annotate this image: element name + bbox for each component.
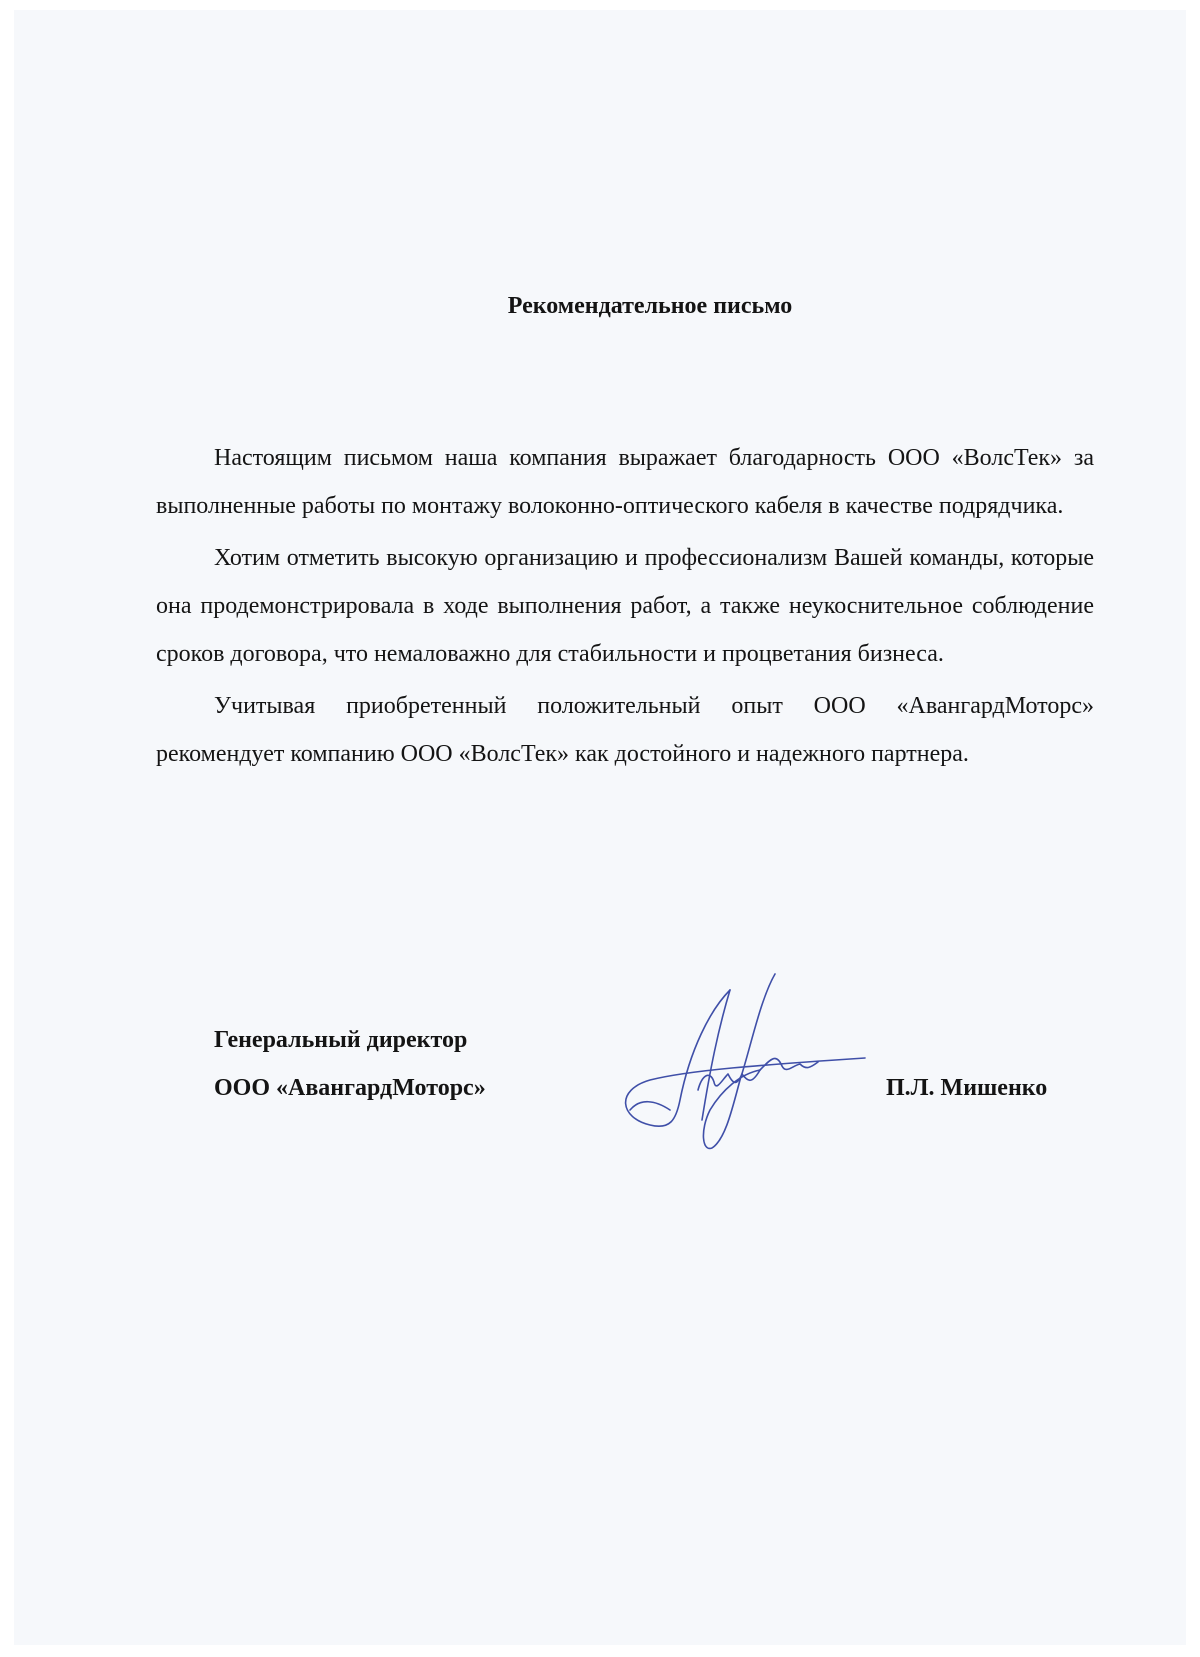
- letter-body: [156, 434, 1094, 778]
- signatory-block: [214, 1016, 486, 1112]
- paragraph-gratitude: Настоящим письмом наша компания выражает благодарность ООО «ВолсТек» за выполненные работы по монтажу волоконно-оптического кабеля в качестве подрядчика.: [156, 445, 1094, 519]
- signatory-position: Генеральный директор: [214, 1027, 468, 1053]
- handwritten-signature: [610, 970, 870, 1160]
- letter-title: Рекомендательное письмо: [507, 293, 793, 319]
- signatory-name: П.Л. Мишенко: [886, 1075, 1048, 1101]
- paragraph-recommendation: Учитывая приобретенный положительный опыт ООО «АвангардМоторс» рекомендует компанию ООО «ВолсТек» как достойного и надежного партнера.: [156, 693, 1094, 767]
- paragraph-praise: Хотим отметить высокую организацию и профессионализм Вашей команды, которые она продемонстрировала в ходе выполнения работ, а также неукоснительное соблюдение сроков договора, что немаловажно для стабильности и процветания бизнеса.: [156, 545, 1094, 667]
- signatory-company: ООО «АвангардМоторс»: [214, 1075, 486, 1101]
